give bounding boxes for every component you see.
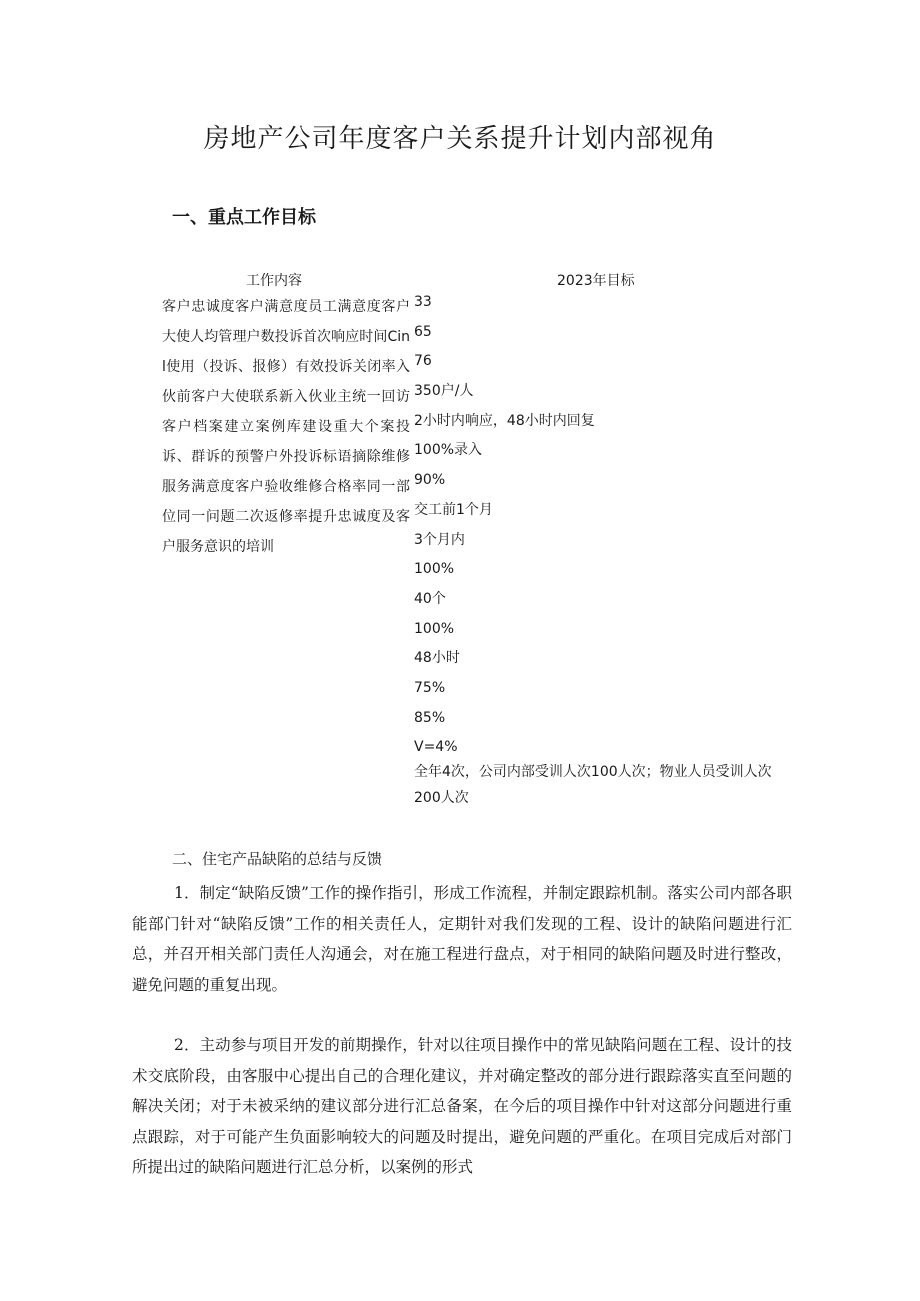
target-value: 75% xyxy=(414,679,446,696)
target-value: 85% xyxy=(414,709,446,726)
table-header-content: 工作内容 xyxy=(246,273,302,289)
section2-heading: 二、住宅产品缺陷的总结与反馈 xyxy=(172,850,383,868)
paragraph-1: 1．制定“缺陷反馈”工作的操作指引，形成工作流程，并制定跟踪机制。落实公司内部各职能部门针对“缺陷反馈”工作的相关责任人，定期针对我们发现的工程、设计的缺陷问题进行汇总，并召开相关部门责任人沟通会，对在施工程进行盘点，对于相同的缺陷问题及时进行整改，避免问题的重复出现。 xyxy=(132,884,792,994)
target-value: 交工前1个月 xyxy=(414,501,493,518)
target-value: 76 xyxy=(414,353,432,370)
target-value-training xyxy=(414,759,794,806)
document-title: 房地产公司年度客户关系提升计划内部视角 xyxy=(203,124,717,154)
target-value: 40个 xyxy=(414,590,446,607)
table-header-target: 2023年目标 xyxy=(557,273,635,289)
target-column xyxy=(414,288,794,763)
section1-heading: 一、重点工作目标 xyxy=(172,207,316,228)
work-content-column: 客户忠诚度客户满意度员工满意度客户大使人均管理户数投诉首次响应时间Cinl使用（投诉、报修）有效投诉关闭率入伙前客户大使联系新入伙业主统一回访客户档案建立案例库建设重大个案投诉、群诉的预警户外投诉标语摘除维修服务满意度客户验收维修合格率同一部位同一问题二次返修率提升忠诚度及客户服务意识的培训 xyxy=(162,299,410,555)
training-target-text: 全年4次，公司内部受训人次100人次；物业人员受训人次200人次 xyxy=(414,764,772,806)
target-value: 90% xyxy=(414,472,446,489)
target-value: 3个月内 xyxy=(414,531,465,548)
target-value: 65 xyxy=(414,323,432,340)
target-value: 48小时 xyxy=(414,650,460,667)
target-value: 2小时内响应，48小时内回复 xyxy=(414,412,595,429)
target-value: 100%录入 xyxy=(414,442,483,459)
target-value: V=4% xyxy=(414,739,458,756)
target-value: 100% xyxy=(414,620,455,637)
paragraph-2: 2．主动参与项目开发的前期操作，针对以往项目操作中的常见缺陷问题在工程、设计的技术交底阶段，由客服中心提出自己的合理化建议，并对确定整改的部分进行跟踪落实直至问题的解决关闭；对于未被采纳的建议部分进行汇总备案，在今后的项目操作中针对这部分问题进行重点跟踪，对于可能产生负面影响较大的问题及时提出，避免问题的严重化。在项目完成后对部门所提出过的缺陷问题进行汇总分析，以案例的形式 xyxy=(132,1036,792,1176)
target-value: 100% xyxy=(414,561,455,578)
target-value: 33 xyxy=(414,294,432,310)
target-value: 350户/人 xyxy=(414,383,474,400)
